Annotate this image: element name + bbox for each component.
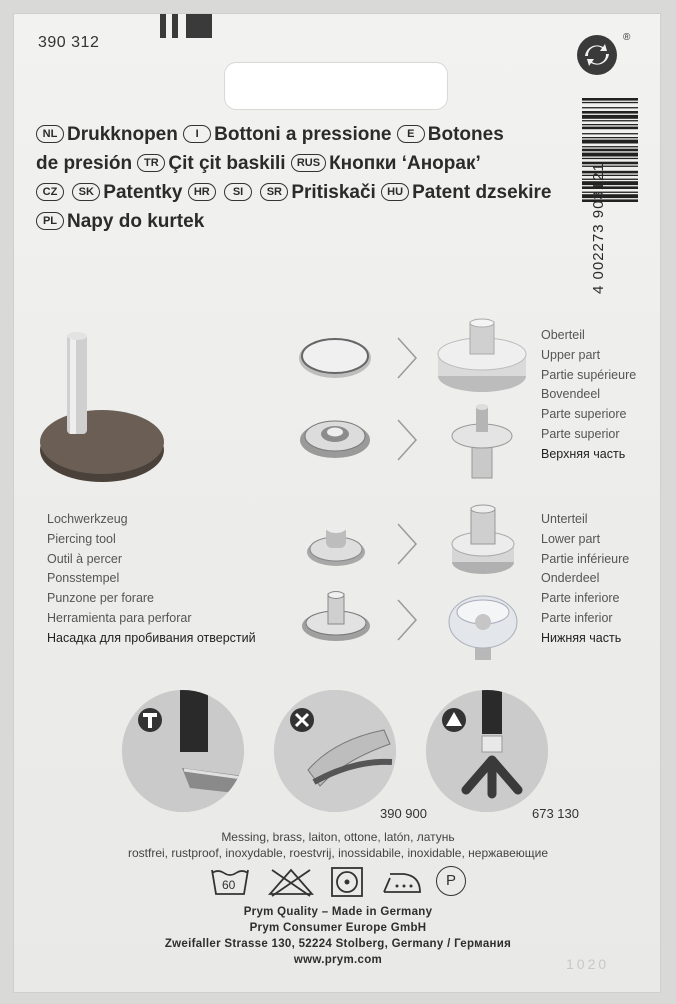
upper-part-labels [541, 326, 636, 465]
label: Bovendeel [541, 387, 601, 402]
article-number: 390 312 [38, 34, 100, 51]
footer-quality: Prym Quality – Made in Germany [243, 906, 433, 918]
barcode-bar [582, 98, 638, 101]
lower-post-image [300, 588, 372, 644]
barcode-bar [582, 120, 638, 121]
title-text: Çit çit baskili [168, 153, 286, 174]
label: Herramienta para perforar [47, 610, 192, 625]
lang-code: PL [36, 212, 64, 230]
label: Partie supérieure [541, 367, 637, 382]
upper-die-image [436, 318, 528, 394]
upper-setter-image [450, 402, 514, 480]
label: Lochwerkzeug [47, 512, 128, 526]
barcode-bar [582, 158, 638, 159]
registered-icon: ® [623, 32, 631, 43]
barcode-bar [582, 107, 638, 108]
label: Нижняя часть [541, 630, 622, 645]
upper-socket-image [298, 414, 372, 462]
label: Верхняя часть [541, 446, 626, 461]
label: Punzone per forare [47, 591, 155, 606]
upper-part-ring-image [296, 332, 374, 382]
lang-code: RUS [291, 154, 326, 172]
lang-code: CZ [36, 183, 64, 201]
chevron-right-icon [396, 598, 420, 642]
barcode-number: 4 002273 903121 [590, 162, 607, 294]
label: Parte superior [541, 426, 620, 441]
barcode-bar [582, 146, 638, 147]
title-line-2 [36, 149, 596, 178]
title-text: Napy do kurtek [67, 211, 205, 232]
barcode-bar [582, 115, 638, 119]
lang-code: SR [260, 183, 288, 201]
setter-method-image [426, 690, 548, 812]
barcode-bar [582, 111, 638, 114]
title-line-1 [36, 120, 596, 149]
chevron-right-icon [396, 522, 420, 566]
footer-company: Prym Consumer Europe GmbH [249, 922, 427, 934]
label: Насадка для пробивания отверстий [47, 630, 256, 645]
title-text: Drukknopen [67, 124, 178, 145]
green-dot-recycle-icon [576, 34, 618, 76]
pliers-method-image [274, 690, 396, 812]
wash-temperature: 60 [222, 878, 236, 892]
hammer-method-image [122, 690, 244, 812]
barcode-bar [582, 149, 638, 152]
materials-line-2: rostfrei, rustproof, inoxydable, roestvrij, inossidabile, inoxidable, нержавеющие [127, 846, 548, 860]
lower-stud-image [305, 520, 367, 568]
materials-line-1: Messing, brass, laiton, ottone, latón, латунь [221, 830, 455, 844]
label: Outil à percer [47, 551, 123, 566]
stamp-code: 1020 [566, 956, 610, 972]
label: Partie inférieure [541, 551, 630, 566]
lower-part-labels [541, 510, 629, 649]
label: Unterteil [541, 512, 588, 526]
product-titles [36, 120, 596, 236]
dry-clean-icon: P [436, 866, 466, 896]
label: Onderdeel [541, 571, 600, 586]
lang-code: SK [72, 183, 100, 201]
lang-code: HR [188, 183, 216, 201]
lower-die-image [450, 504, 516, 578]
title-text: Botones [427, 124, 504, 145]
title-text: Кнопки ‘Анорак’ [329, 153, 481, 174]
footer-website: www.prym.com [293, 954, 383, 966]
barcode-bar [582, 137, 638, 138]
footer-address: Zweifaller Strasse 130, 52224 Stolberg, Germany / Германия [164, 938, 512, 950]
wash-60-icon [210, 866, 250, 903]
label: Piercing tool [47, 531, 116, 546]
lang-code: I [183, 125, 211, 143]
label: Parte superiore [541, 407, 627, 422]
barcode-bar [582, 133, 638, 134]
lang-code: HU [381, 183, 409, 201]
tumble-dry-icon [330, 866, 364, 898]
barcode-bar [582, 102, 638, 103]
label: Oberteil [541, 328, 585, 342]
title-text: Pritiskači [291, 182, 376, 203]
piercing-tool-image [40, 330, 170, 490]
barcode-bar [582, 127, 638, 130]
no-bleach-icon [266, 866, 316, 898]
barcode-bar [582, 140, 638, 144]
barcode-bar [582, 124, 638, 125]
setter-model-number: 673 130 [532, 806, 579, 821]
title-text: Patent dzsekire [412, 182, 552, 203]
iron-icon [380, 866, 424, 898]
label: Lower part [541, 531, 601, 546]
label: Parte inferiore [541, 591, 620, 606]
title-text: de presión [36, 153, 133, 174]
title-text: Bottoni a pressione [214, 124, 392, 145]
lang-code: SI [224, 183, 252, 201]
lang-code: TR [137, 154, 165, 172]
chevron-right-icon [396, 336, 420, 380]
hang-hole [224, 62, 448, 110]
tool-labels [47, 510, 256, 649]
label: Ponsstempel [47, 571, 120, 586]
chevron-right-icon [396, 418, 420, 462]
barcode-bar [582, 153, 638, 157]
pliers-model-number: 390 900 [380, 806, 427, 821]
lang-code: E [397, 125, 425, 143]
title-text: Patentky [103, 182, 183, 203]
label: Parte inferior [541, 610, 613, 625]
lang-code: NL [36, 125, 64, 143]
lower-setter-image [446, 582, 520, 662]
label: Upper part [541, 347, 601, 362]
title-line-3 [36, 178, 596, 207]
title-line-4 [36, 207, 596, 236]
